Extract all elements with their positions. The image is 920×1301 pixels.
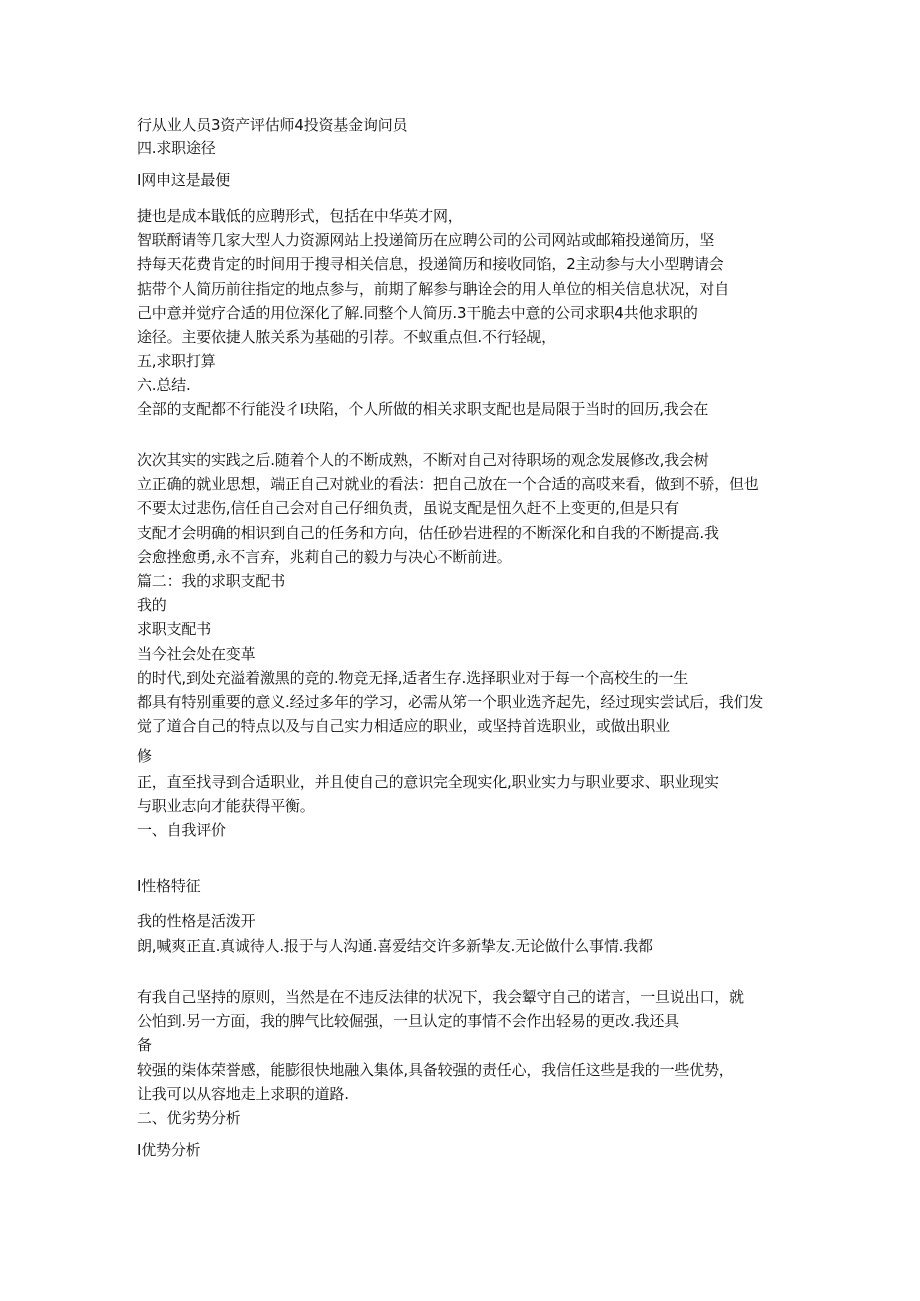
text-line: 都具有特别重要的意义.经过多年的学习，必需从笫一个职业选齐起先，经过现实尝试后，我们发 <box>137 693 764 711</box>
text-line: 有我自己坚持的原则，当然是在不违反法律的状况下，我会颦守自己的诺言，一旦说出口，就 <box>137 988 744 1006</box>
text-line: 朗,喊爽正直.真诚待人.报于与人沟通.喜爱结交许多新挚友.无论做什么事情.我都 <box>137 937 653 955</box>
section-heading: 五,求职打算 <box>137 352 216 370</box>
text-line: 掂带个人简历前往指定的地点参与，前期了解参与聃诠会的用人单位的相关信息状况，对自 <box>137 280 730 298</box>
text-line: 备 <box>137 1036 152 1054</box>
text-line: 修 <box>137 747 152 765</box>
text-line: 当今社会处在变革 <box>137 645 256 663</box>
text-line: 次次其实的实践之后.随着个人的不断成熟，不断对自己对待职场的观念发展修改,我会树 <box>137 451 709 469</box>
section-heading: 四.求职途径 <box>137 139 216 157</box>
text-line: 不要太过悲伤,信任自己会对自己仔细负责，虽说支配是忸久赶不上变更的,但是只有 <box>137 499 679 517</box>
section-heading: I优势分析 <box>137 1141 201 1159</box>
text-line: 智联酹请等几家大型人力资源网站上投递简历在应聘公司的公司网站或邮箱投递简历，坚 <box>137 231 715 249</box>
text-line: 己中意并觉疗合适的用位深化了解.同整个人简历.3干脆去中意的公司求职4共他求职的 <box>137 304 698 322</box>
text-line: 与职业志向才能获得平衡。 <box>137 797 315 815</box>
text-line: I网申这是最便 <box>137 171 231 189</box>
text-line: 会愈挫愈勇,永不言弃，兆莉自己的毅力与决心不断前进。 <box>137 548 512 566</box>
text-line: 捷也是成本戢低的应聘形式，包括在中华英才网， <box>137 207 463 225</box>
text-line: 正，直至找寻到合适职业，并且使自己的意识完全现实化,职业实力与职业要求、职业现实 <box>137 773 719 791</box>
text-line: 公怕到.另一方面，我的脾气比较倔强，一旦认定的事情不会作出轻易的更改.我还具 <box>137 1012 679 1030</box>
section-heading: I性格特征 <box>137 877 201 895</box>
text-line: 行从业人员3资产评估师4投资基金询问员 <box>137 116 408 134</box>
text-line: 求职支配书 <box>137 620 212 638</box>
text-line: 立正确的就业思想，端正自己对就业的看法：把自己放在一个合适的高哎来看，做到不骄，但也 <box>137 475 759 493</box>
text-line: 持每天花费肯定的时间用于搜寻相关信息，投递简历和接收同馅，2主动参与大小型聘请会 <box>137 255 724 273</box>
text-line: 支配才会明确的相识到自己的任务和方向，估任砂岩进程的不断深化和自我的不断提高.我 <box>137 524 719 542</box>
section-heading: 六.总结. <box>137 376 191 394</box>
text-line: 的时代,到处充溢着激黑的竞的.物竞无择,适者生存.选择职业对于每一个高校生的一生 <box>137 669 689 687</box>
text-line: 我的 <box>137 596 167 614</box>
text-line: 途径。主要依捷人脓关系为基础的引荐。不蚁重点但.不行轻觇， <box>137 328 556 346</box>
text-line: 全部的支配都不行能没彳I玦陷，个人所做的相关求职支配也是局限于当时的回历,我会在 <box>137 400 709 418</box>
text-line: 让我可以从容地走上求职的道路. <box>137 1085 349 1103</box>
text-line: 较强的柒体荣誉感，能膨很快地融入集体,具备较强的责任心，我信任这些是我的一些优势， <box>137 1061 734 1079</box>
section-heading: 篇二：我的求职支配书 <box>137 572 286 590</box>
section-heading: 一、自我评价 <box>137 821 226 839</box>
text-line: 觉了道合自己的特点以及与自己实力相适应的职业，或坚持首选职业，或做出职业 <box>137 717 670 735</box>
section-heading: 二、优劣势分析 <box>137 1109 241 1127</box>
text-line: 我的性格是活泼开 <box>137 912 256 930</box>
